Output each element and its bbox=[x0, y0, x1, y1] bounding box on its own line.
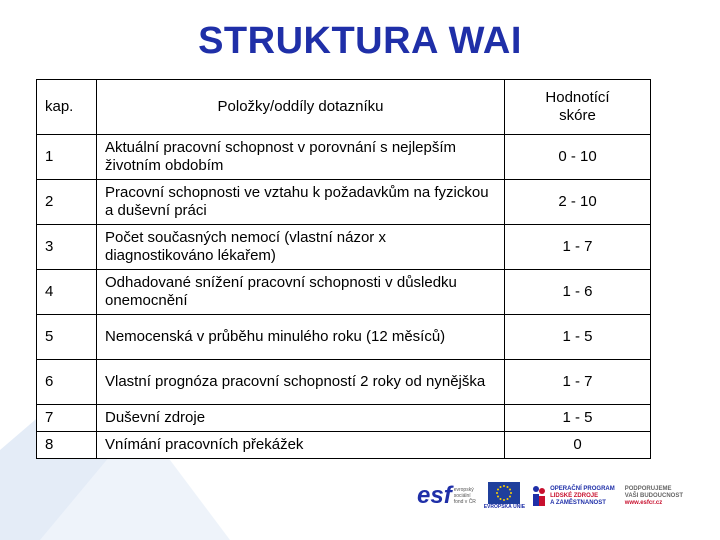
header-kap: kap. bbox=[37, 80, 97, 135]
row-item: Pracovní schopnosti ve vztahu k požadavkům na fyzickou a duševní práci bbox=[97, 180, 505, 225]
row-score: 1 - 5 bbox=[505, 405, 651, 432]
slogan-url: www.esfcr.cz bbox=[624, 499, 663, 506]
slogan-line2: VAŠI BUDOUCNOST bbox=[624, 492, 683, 499]
row-item: Nemocenská v průběhu minulého roku (12 měsíců) bbox=[97, 315, 505, 360]
row-kap: 7 bbox=[37, 405, 97, 432]
op-line1: OPERAČNÍ PROGRAM bbox=[550, 485, 615, 492]
table-row bbox=[37, 270, 651, 315]
row-kap: 6 bbox=[37, 360, 97, 405]
row-kap: 4 bbox=[37, 270, 97, 315]
table-row bbox=[37, 180, 651, 225]
row-score: 1 - 7 bbox=[505, 360, 651, 405]
row-item: Vnímání pracovních překážek bbox=[97, 432, 505, 459]
eu-logo bbox=[484, 482, 525, 510]
row-kap: 8 bbox=[37, 432, 97, 459]
row-item: Vlastní prognóza pracovní schopností 2 roky od nynějška bbox=[97, 360, 505, 405]
header-items: Položky/oddíly dotazníku bbox=[97, 80, 505, 135]
wai-structure-table bbox=[36, 79, 651, 459]
header-score-line2: skóre bbox=[559, 107, 596, 124]
row-score: 0 bbox=[505, 432, 651, 459]
table-row bbox=[37, 135, 651, 180]
row-item: Duševní zdroje bbox=[97, 405, 505, 432]
page-title: STRUKTURA WAI bbox=[198, 20, 522, 62]
slogan-line1: PODPORUJEME bbox=[624, 485, 672, 492]
row-kap: 5 bbox=[37, 315, 97, 360]
esf-logo bbox=[417, 484, 478, 508]
header-score-line1: Hodnotící bbox=[545, 89, 610, 106]
row-item: Počet současných nemocí (vlastní názor x diagnostikováno lékařem) bbox=[97, 225, 505, 270]
row-kap: 3 bbox=[37, 225, 97, 270]
row-score: 1 - 5 bbox=[505, 315, 651, 360]
op-lzz-logo bbox=[531, 485, 615, 507]
op-line3: A ZAMĚSTNANOST bbox=[550, 499, 606, 506]
table-row bbox=[37, 432, 651, 459]
op-line2: LIDSKÉ ZDROJE bbox=[550, 492, 599, 499]
row-score: 2 - 10 bbox=[505, 180, 651, 225]
eu-flag-icon bbox=[488, 482, 520, 504]
header-score bbox=[505, 80, 651, 135]
row-score: 1 - 6 bbox=[505, 270, 651, 315]
eu-logo-caption: EVROPSKÁ UNIE bbox=[483, 504, 526, 510]
table-row bbox=[37, 225, 651, 270]
row-kap: 1 bbox=[37, 135, 97, 180]
table-row bbox=[37, 360, 651, 405]
slogan-logo bbox=[625, 486, 683, 507]
esf-logo-caption: evropský sociální fond v ČR bbox=[453, 487, 476, 505]
op-people-icon bbox=[531, 485, 547, 507]
esf-logo-word: esf bbox=[417, 482, 452, 509]
row-score: 0 - 10 bbox=[505, 135, 651, 180]
row-item: Aktuální pracovní schopnost v porovnání s nejlepším životním obdobím bbox=[97, 135, 505, 180]
table-header-row bbox=[37, 80, 651, 135]
funding-logos bbox=[417, 478, 707, 514]
table-row bbox=[37, 405, 651, 432]
row-kap: 2 bbox=[37, 180, 97, 225]
row-item: Odhadované snížení pracovní schopnosti v důsledku onemocnění bbox=[97, 270, 505, 315]
row-score: 1 - 7 bbox=[505, 225, 651, 270]
table-row bbox=[37, 315, 651, 360]
